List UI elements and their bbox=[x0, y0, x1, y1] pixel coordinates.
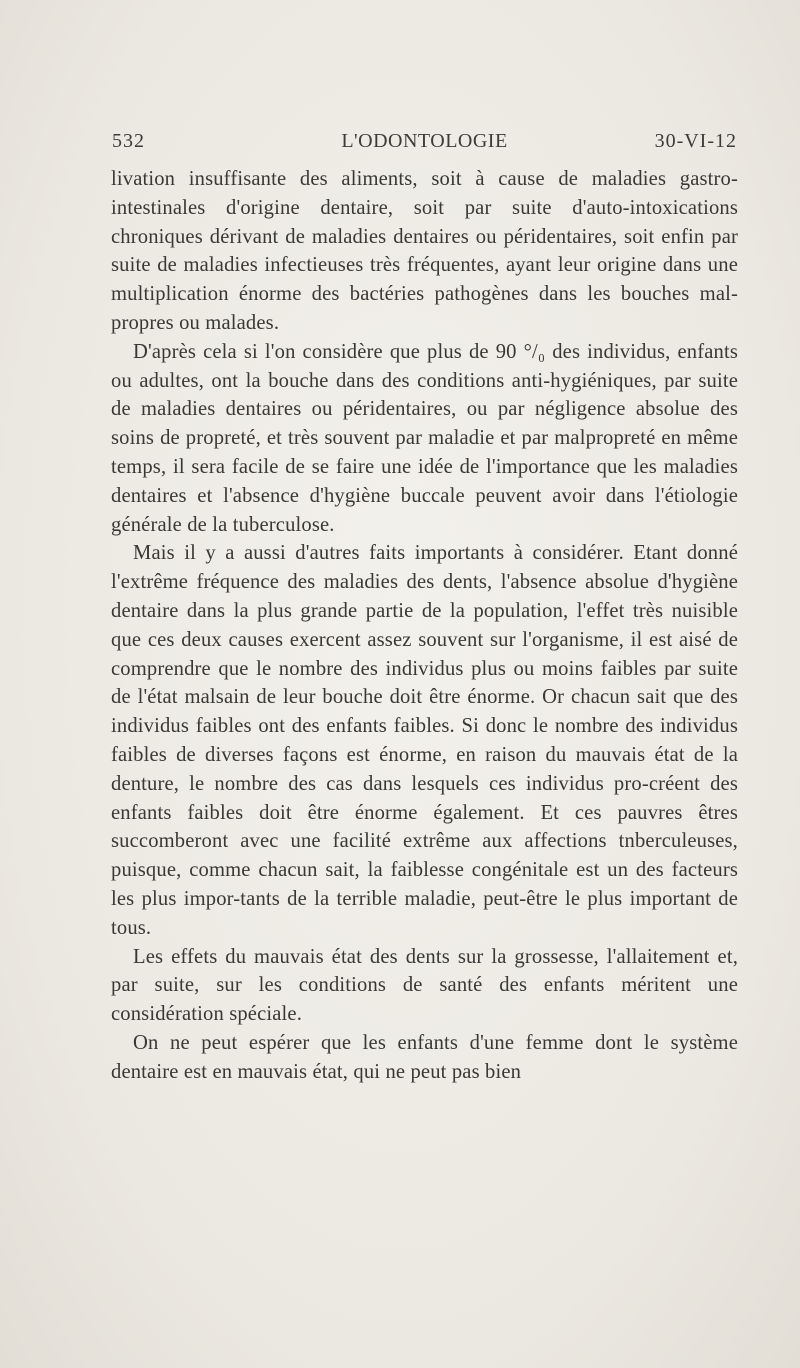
paragraph-4: Les effets du mauvais état des dents sur la grossesse, l'allaitement et, par suite, sur les conditions de santé des enfants méritent une considération spéciale. bbox=[111, 945, 738, 1026]
body-text bbox=[111, 165, 738, 1087]
paragraph-1: livation insuffisante des aliments, soit à cause de maladies gastro-intestinales d'origine dentaire, soit par suite d'auto-intoxications chroniques dérivant de maladies dentaires ou péridentaires, soit enfin par suite de maladies infectieuses très fréquentes, ayant leur origine dans une multiplication énorme des bactéries pathogènes dans les bouches mal-propres ou malades. bbox=[111, 168, 738, 334]
page-number: 532 bbox=[112, 130, 145, 152]
issue-date: 30-VI-12 bbox=[654, 130, 737, 152]
running-header bbox=[112, 130, 737, 160]
paragraph-5: On ne peut espérer que les enfants d'une femme dont le système dentaire est en mauvais état, qui ne peut pas bien bbox=[111, 1031, 738, 1083]
paragraph-3: Mais il y a aussi d'autres faits importants à considérer. Etant donné l'extrême fréquence des maladies des dents, l'absence absolue d'hygiène dentaire dans la plus grande partie de la population, l'effet très nuisible que ces deux causes exercent assez souvent sur l'organisme, il est aisé de comprendre que le nombre des individus plus ou moins faibles par suite de l'état malsain de leur bouche doit être énorme. Or chacun sait que des individus faibles ont des enfants faibles. Si donc le nombre des individus faibles de diverses façons est énorme, en raison du mauvais état de la denture, le nombre des cas dans lesquels ces individus pro-créent des enfants faibles doit être énorme également. Et ces pauvres êtres succomberont avec une facilité extrême aux affections tnberculeuses, puisque, comme chacun sait, la faiblesse congénitale est un des facteurs les plus impor-tants de la terrible maladie, peut-être le plus important de tous. bbox=[111, 542, 738, 939]
journal-title: L'ODONTOLOGIE bbox=[341, 130, 508, 152]
paragraph-2: D'après cela si l'on considère que plus de 90 °/₀ des individus, enfants ou adultes, ont la bouche dans des conditions anti-hygiéniques, par suite de maladies dentaires ou péridentaires, ou par négligence absolue des soins de propreté, et très souvent par maladie et par malpropreté en même temps, il sera facile de se faire une idée de l'importance que les maladies dentaires et l'absence d'hygiène buccale peuvent avoir dans l'étiologie générale de la tuberculose. bbox=[111, 340, 738, 536]
